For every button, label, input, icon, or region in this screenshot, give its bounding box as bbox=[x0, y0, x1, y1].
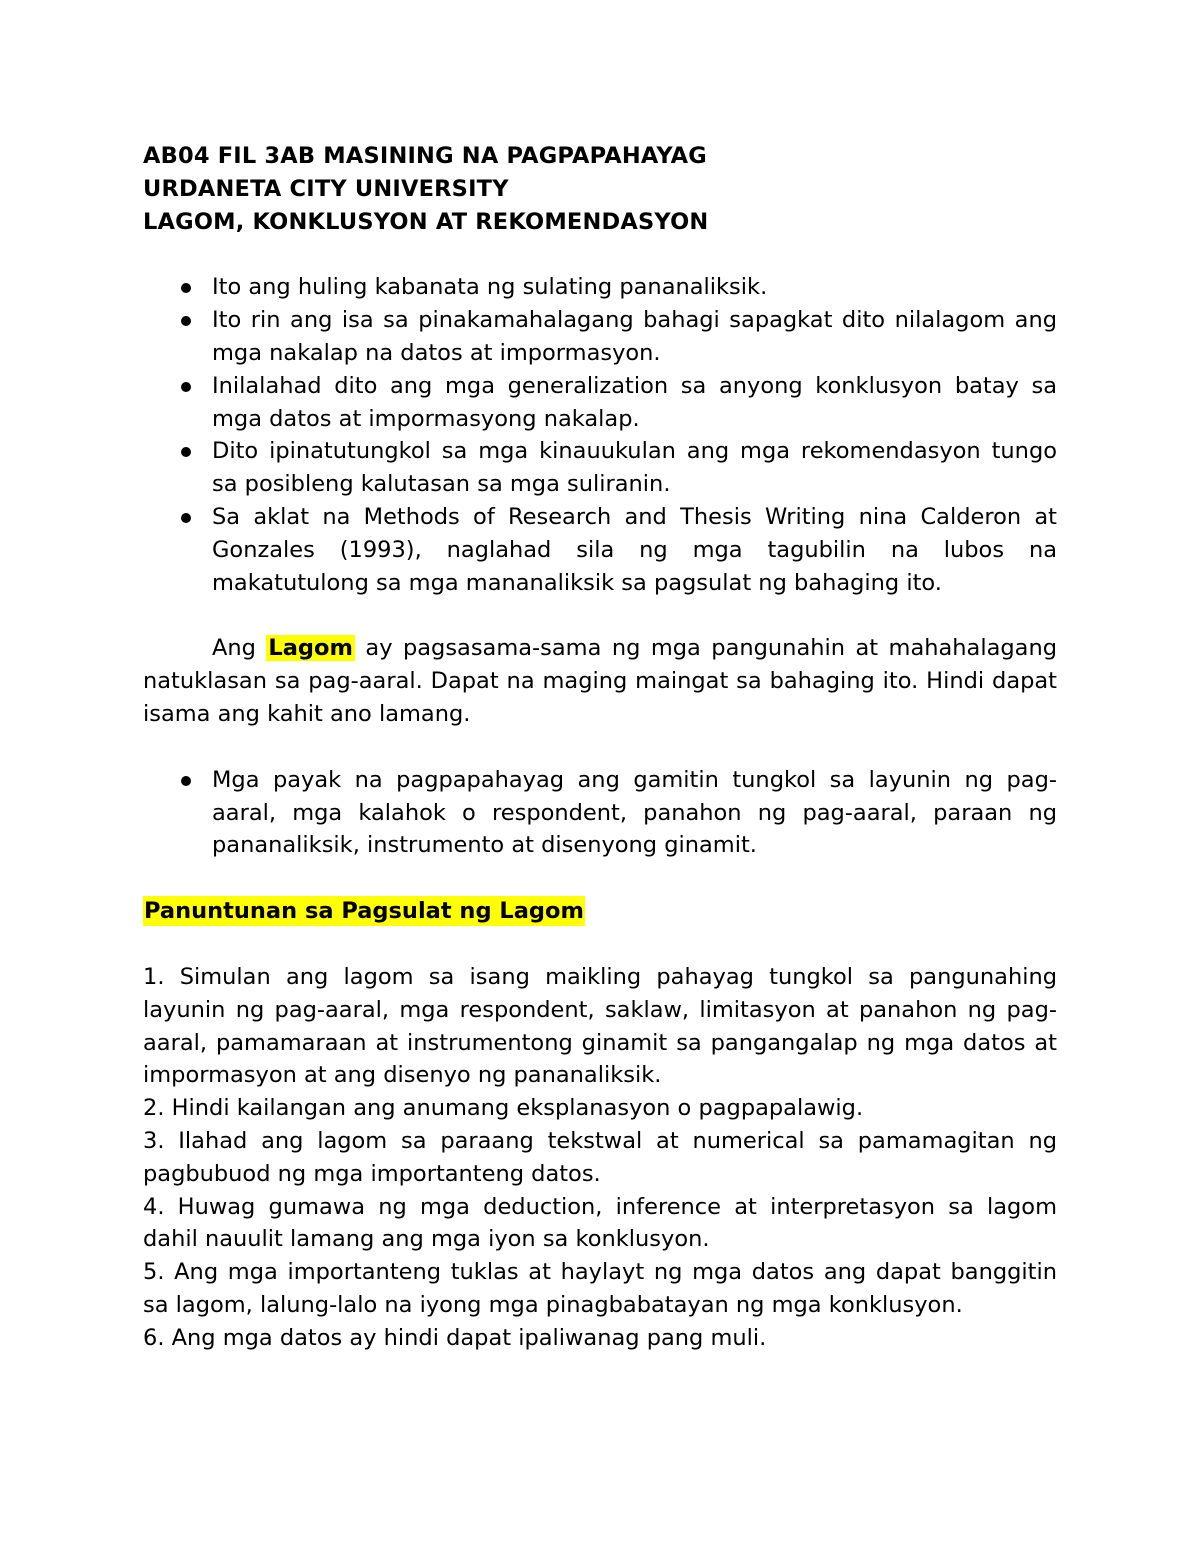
lagom-text-after: ay pagsasama-sama ng mga pangunahin at mahahalagang natuklasan sa pag-aaral. Dapat na maging maingat sa bahaging ito. Hindi dapat isama ang kahit ano lamang. bbox=[143, 635, 1057, 727]
section-title bbox=[143, 895, 1057, 928]
list-item: Sa aklat na Methods of Research and Thesis Writing nina Calderon at Gonzales (1993), naglahad sila ng mga tagubilin na lubos na makatutulong sa mga mananaliksik sa pagsulat ng bahaging ito. bbox=[143, 501, 1057, 599]
guideline-item: 3. Ilahad ang lagom sa paraang tekstwal at numerical sa pamamagitan ng pagbubuod ng mga importanteng datos. bbox=[143, 1127, 1057, 1187]
guideline-item: 1. Simulan ang lagom sa isang maikling pahayag tungkol sa pangunahing layunin ng pag-aaral, mga respondent, saklaw, limitasyon at panahon ng pag-aaral, pamamaraan at instrumentong ginamit sa pangangalap ng mga datos at impormasyon at ang disenyo ng pananaliksik. bbox=[143, 963, 1057, 1089]
list-item: Ito ang huling kabanata ng sulating pananaliksik. bbox=[143, 271, 1057, 304]
list-item: Ito rin ang isa sa pinakamahalagang bahagi sapagkat dito nilalagom ang mga nakalap na datos at impormasyon. bbox=[143, 304, 1057, 370]
guideline-item: 4. Huwag gumawa ng mga deduction, inference at interpretasyon sa lagom dahil nauulit lamang ang mga iyon sa konklusyon. bbox=[143, 1193, 1057, 1253]
spacer bbox=[143, 928, 1057, 961]
guideline-item: 5. Ang mga importanteng tuklas at haylayt ng mga datos ang dapat banggitin sa lagom, lalung-lalo na iyong mga pinagbabatayan ng mga konklusyon. bbox=[143, 1259, 1057, 1318]
list-item: Inilalahad dito ang mga generalization sa anyong konklusyon batay sa mga datos at impormasyong nakalap. bbox=[143, 370, 1057, 436]
lagom-paragraph bbox=[143, 632, 1057, 730]
spacer bbox=[143, 862, 1057, 895]
spacer bbox=[143, 731, 1057, 764]
guideline-item: 2. Hindi kailangan ang anumang eksplanasyon o pagpapalawig. bbox=[143, 1095, 864, 1122]
section-title-text: Panuntunan sa Pagsulat ng Lagom bbox=[144, 898, 584, 925]
spacer bbox=[143, 599, 1057, 632]
lagom-highlight: Lagom bbox=[268, 635, 353, 662]
list-item: Dito ipinatutungkol sa mga kinauukulan ang mga rekomendasyon tungo sa posibleng kalutasan sa mga suliranin. bbox=[143, 435, 1057, 501]
topic-title: LAGOM, KONKLUSYON AT REKOMENDASYON bbox=[143, 208, 709, 235]
spacer bbox=[143, 238, 1057, 271]
guideline-item: 6. Ang mga datos ay hindi dapat ipaliwanag pang muli. bbox=[143, 1324, 767, 1351]
university-name: URDANETA CITY UNIVERSITY bbox=[143, 175, 509, 202]
lagom-bullet-list bbox=[143, 764, 1057, 862]
document-body bbox=[143, 140, 1057, 1355]
intro-bullet-list bbox=[143, 271, 1057, 599]
guidelines-list bbox=[143, 961, 1057, 1355]
course-title: AB04 FIL 3AB MASINING NA PAGPAPAHAYAG bbox=[143, 143, 707, 169]
lagom-text-before: Ang bbox=[212, 635, 267, 662]
list-item: Mga payak na pagpapahayag ang gamitin tungkol sa layunin ng pag-aaral, mga kalahok o respondent, panahon ng pag-aaral, paraan ng pananaliksik, instrumento at disenyong ginamit. bbox=[143, 764, 1057, 862]
